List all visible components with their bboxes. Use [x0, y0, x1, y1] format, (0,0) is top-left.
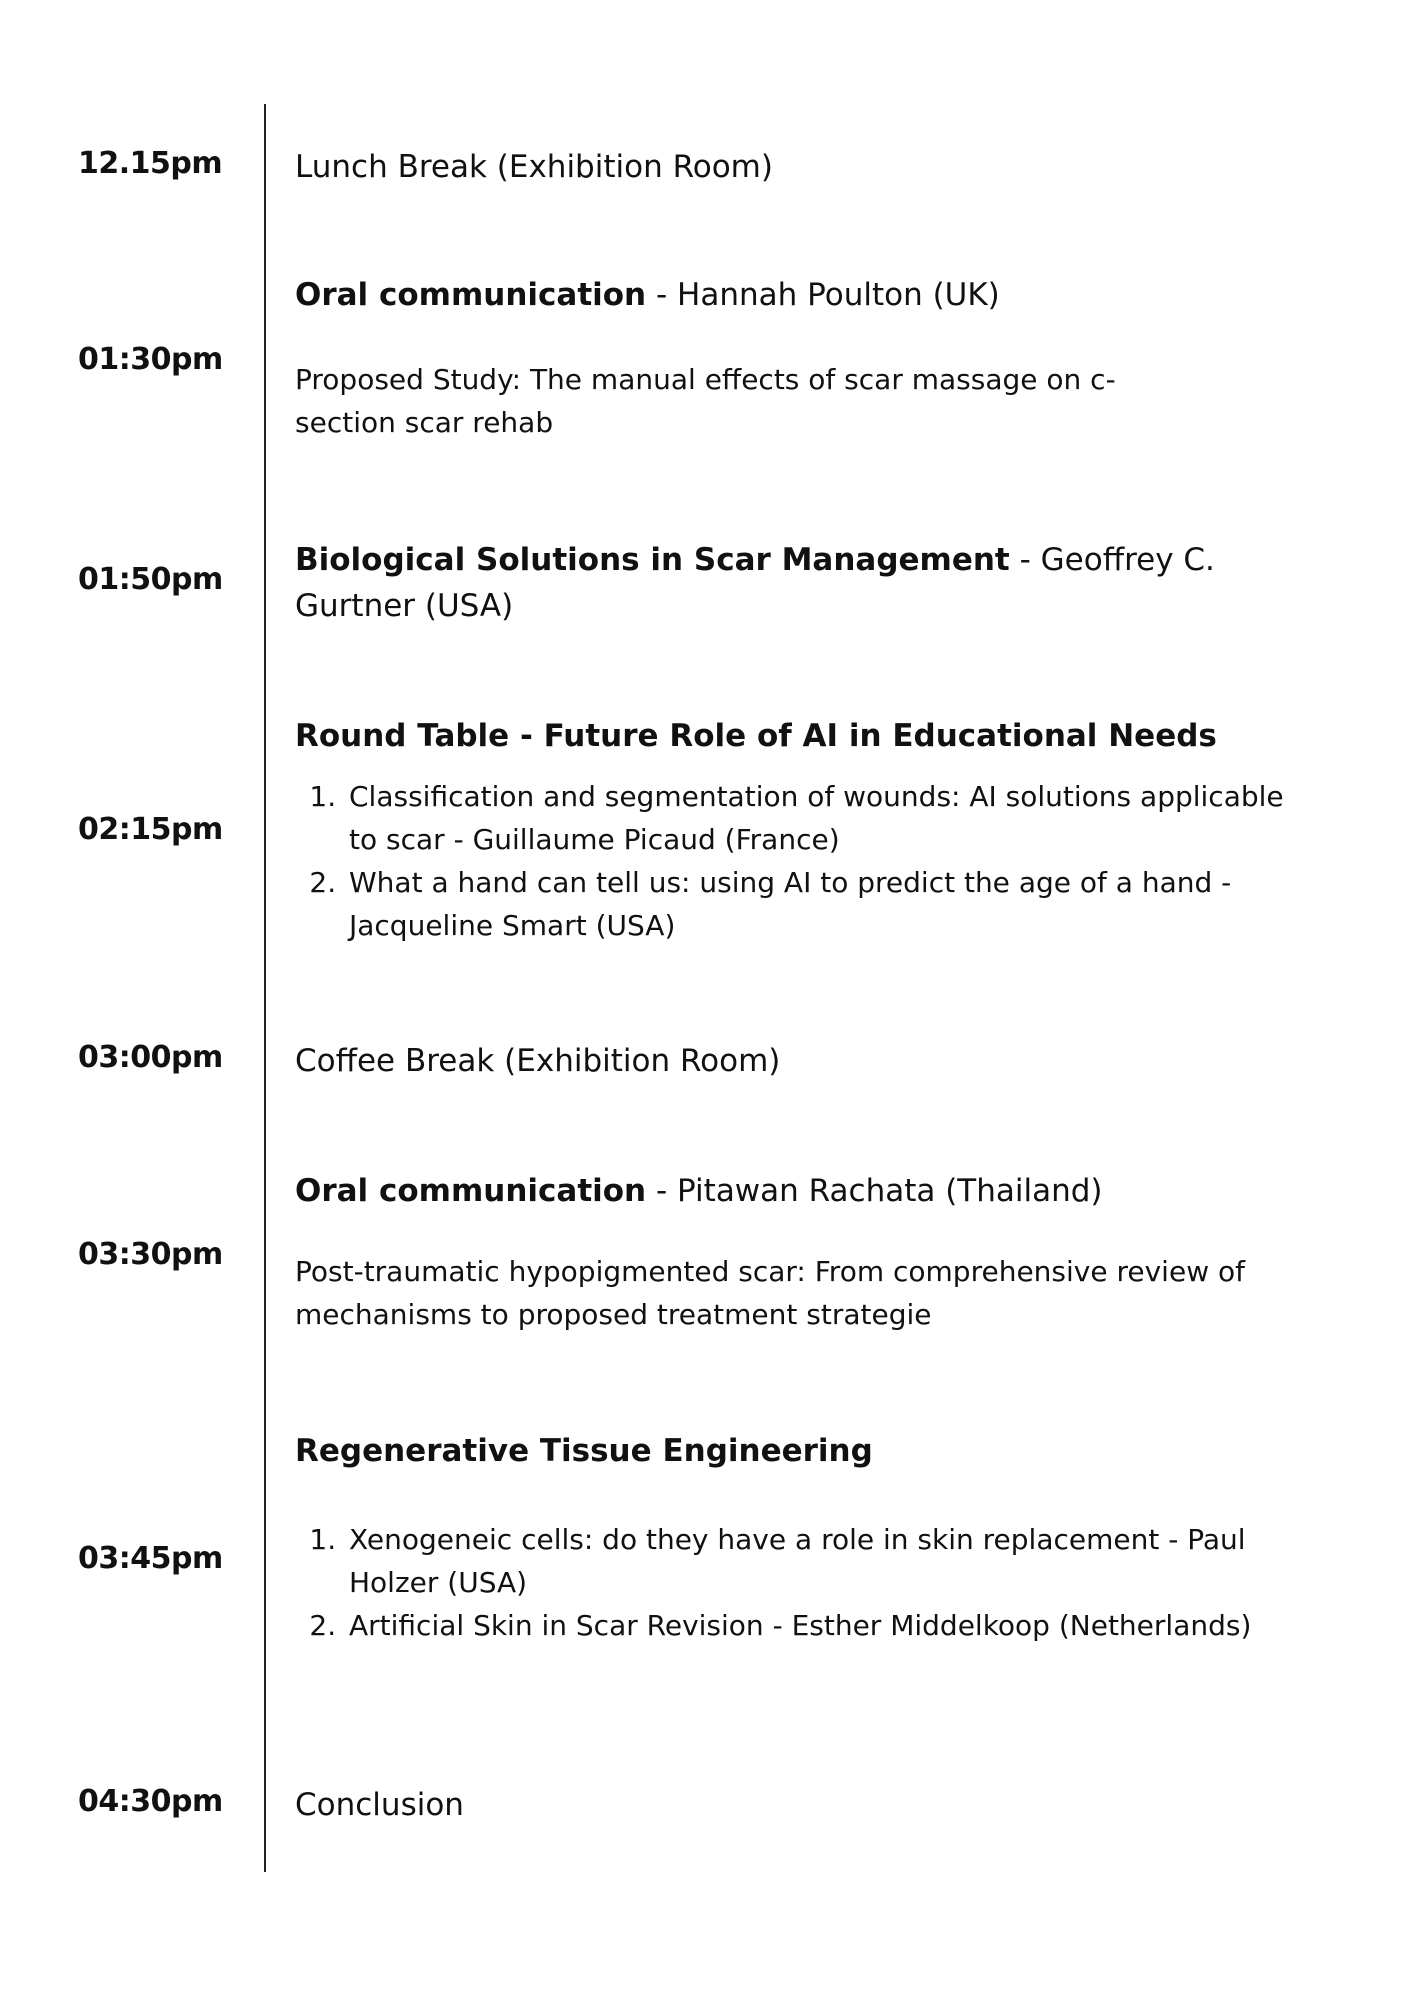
- slot-time: 03:30pm: [78, 1237, 223, 1272]
- slot-time: 03:45pm: [78, 1541, 223, 1576]
- slot-time: 03:00pm: [78, 1040, 223, 1075]
- slot-content: [295, 713, 1295, 947]
- list-item: 1. Xenogeneic cells: do they have a role in skin replacement - Paul Holzer (USA): [345, 1518, 1295, 1604]
- slot-time: 04:30pm: [78, 1784, 223, 1819]
- session-title: Oral communication: [295, 1173, 647, 1209]
- slot-text: Conclusion: [295, 1787, 464, 1823]
- slot-time: 01:50pm: [78, 562, 223, 597]
- session-title: Oral communication: [295, 277, 647, 313]
- timeline-divider: [264, 104, 266, 1872]
- session-title: Round Table - Future Role of AI in Educational Needs: [295, 718, 1217, 754]
- session-description: Post-traumatic hypopigmented scar: From comprehensive review of mechanisms to proposed treatment strategie: [295, 1255, 1245, 1331]
- slot-text: Lunch Break (Exhibition Room): [295, 149, 773, 185]
- slot-content: [295, 272, 1295, 444]
- slot-heading: [295, 713, 1295, 759]
- talk-list: [295, 1518, 1295, 1647]
- list-item: 2. Artificial Skin in Scar Revision - Esther Middelkoop (Netherlands): [345, 1604, 1295, 1647]
- slot-text: Coffee Break (Exhibition Room): [295, 1043, 781, 1079]
- session-title: Biological Solutions in Scar Management: [295, 542, 1010, 578]
- slot-time: 12.15pm: [78, 146, 223, 181]
- slot-heading: [295, 272, 1295, 318]
- slot-content: [295, 1428, 1295, 1647]
- slot-content: [295, 537, 1255, 629]
- slot-heading: [295, 1168, 1295, 1214]
- session-description: Proposed Study: The manual effects of scar massage on c-section scar rehab: [295, 363, 1116, 439]
- session-speaker: - Hannah Poulton (UK): [646, 277, 1000, 313]
- session-speaker: - Geoffrey C. Gurtner (USA): [295, 542, 1215, 624]
- session-speaker: - Pitawan Rachata (Thailand): [646, 1173, 1103, 1209]
- slot-content: [295, 144, 1295, 190]
- slot-time: 01:30pm: [78, 342, 223, 377]
- list-item: 2. What a hand can tell us: using AI to predict the age of a hand - Jacqueline Smart (USA): [345, 861, 1295, 947]
- session-title: Regenerative Tissue Engineering: [295, 1433, 873, 1469]
- slot-heading: [295, 537, 1255, 629]
- slot-content: [295, 1168, 1295, 1336]
- slot-content: [295, 1782, 1295, 1828]
- slot-time: 02:15pm: [78, 812, 223, 847]
- slot-content: [295, 1038, 1295, 1084]
- slot-heading: [295, 1428, 1295, 1474]
- list-item: 1. Classification and segmentation of wounds: AI solutions applicable to scar - Guillaume Picaud (France): [345, 775, 1295, 861]
- talk-list: [295, 775, 1295, 947]
